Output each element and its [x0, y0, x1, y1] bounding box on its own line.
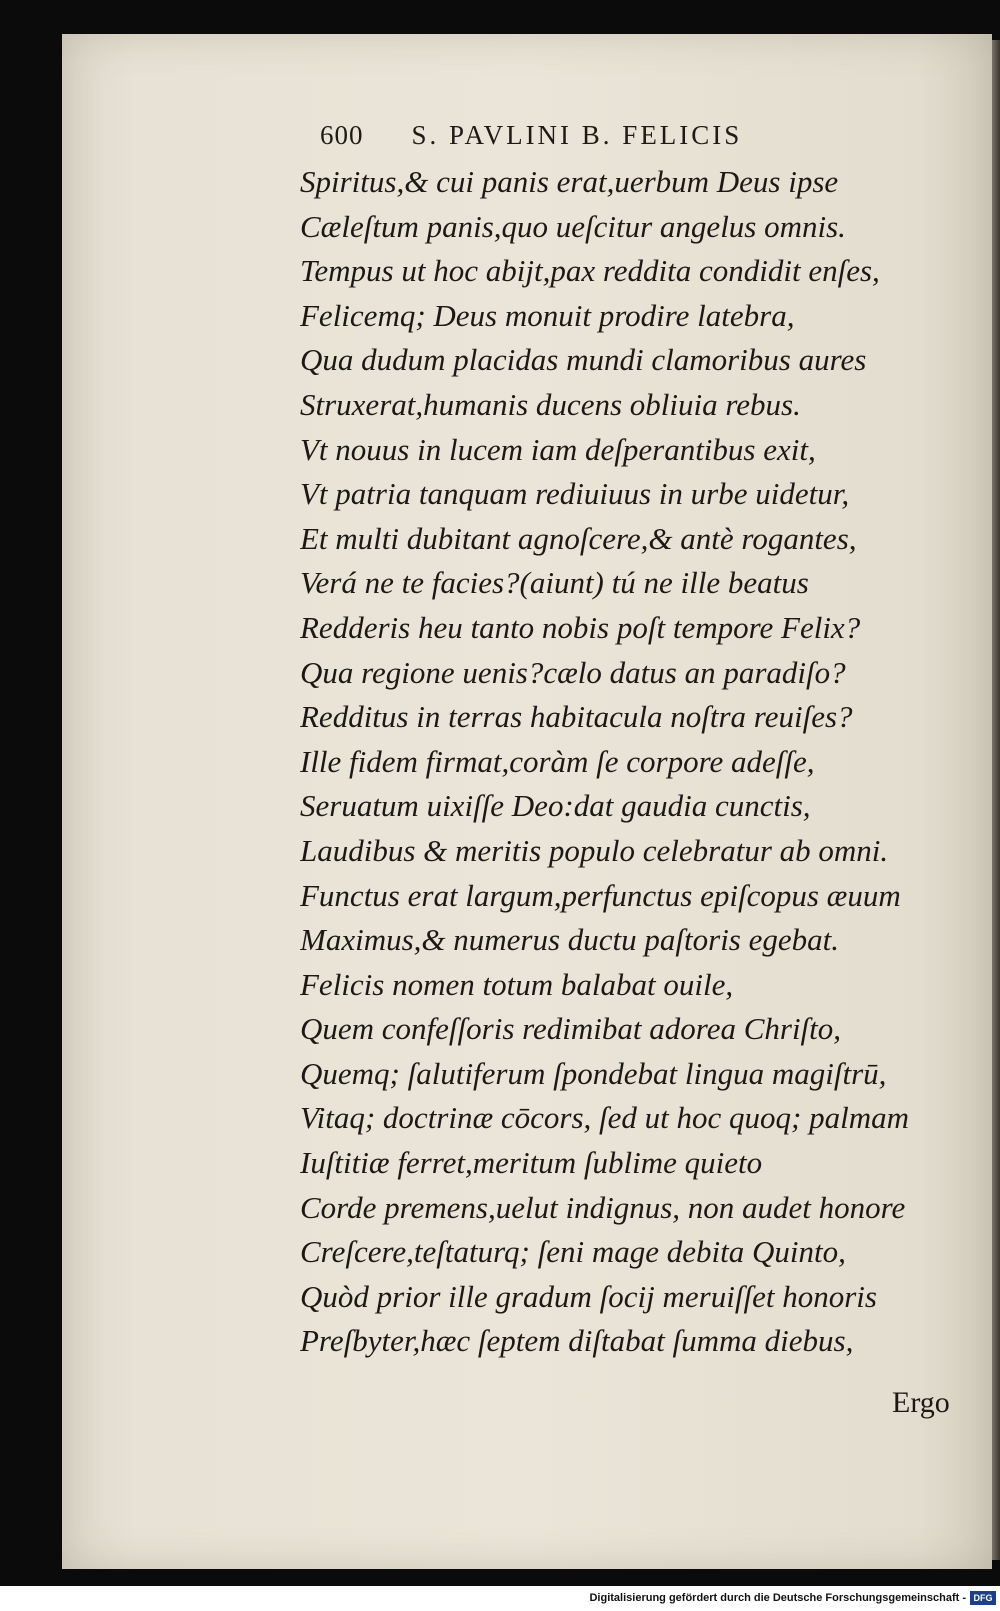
verse-line: Felicemq; Deus monuit prodire latebra,	[300, 297, 795, 333]
verse-line: Ille fidem firmat,coràm ſe corpore adeſſe,	[300, 743, 815, 779]
verse-line: Laudibus & meritis populo celebratur ab omni.	[300, 832, 889, 868]
page-number: 600	[320, 120, 364, 150]
verse-line: Quem confeſſoris redimibat adorea Chriſto,	[300, 1011, 842, 1047]
verse-line: Tempus ut hoc abijt,pax reddita condidit enſes,	[300, 253, 880, 289]
running-header	[320, 120, 920, 160]
verse-line: Creſcere,teſtaturq; ſeni mage debita Quinto,	[300, 1234, 846, 1270]
verse-line: Corde premens,uelut indignus, non audet honore	[300, 1189, 906, 1225]
verse-line: Vt patria tanquam rediuiuus in urbe uidetur,	[300, 476, 850, 512]
verse-line: Felicis nomen totum balabat ouile,	[300, 966, 734, 1002]
verse-line: Vitaq; doctrinæ cōcors, ſed ut hoc quoq; palmam	[300, 1100, 910, 1136]
verse-line: Quòd prior ille gradum ſocij meruiſſet honoris	[300, 1278, 877, 1314]
verse-line: Vt nouus in lucem iam deſperantibus exit,	[300, 431, 816, 467]
verse-line: Et multi dubitant agnoſcere,& antè rogantes,	[300, 520, 857, 556]
verse-line: Spiritus,& cui panis erat,uerbum Deus ipse	[300, 164, 839, 199]
verse-line: Preſbyter,hæc ſeptem diſtabat ſumma diebus,	[300, 1323, 854, 1359]
verse-line: Redditus in terras habitacula noſtra reuiſes?	[300, 699, 853, 735]
dfg-logo[interactable]: DFG	[970, 1591, 996, 1605]
verse-line: Quemq; ſalutiferum ſpondebat lingua magiſtrū,	[300, 1055, 887, 1091]
running-title: S. PAVLINI B. FELICIS	[411, 120, 743, 150]
verse-line: Verá ne te facies?(aiunt) tú ne ille beatus	[300, 565, 809, 601]
verse-line: Functus erat largum,perfunctus epiſcopus æuum	[300, 877, 901, 913]
verse-line: Iuſtitiæ ferret,meritum ſublime quieto	[300, 1145, 763, 1181]
verse-line: Seruatum uixiſſe Deo:dat gaudia cunctis,	[300, 788, 811, 824]
verse-text	[300, 160, 980, 1364]
verse-line: Maximus,& numerus ductu paſtoris egebat.	[300, 922, 840, 958]
digitization-footer	[0, 1586, 1000, 1611]
funding-credit: Digitalisierung gefördert durch die Deutsche Forschungsgemeinschaft -	[589, 1592, 966, 1604]
verse-line: Redderis heu tanto nobis poſt tempore Felix?	[300, 609, 861, 645]
verse-line: Qua regione uenis?cælo datus an paradiſo?	[300, 654, 846, 690]
catchword: Ergo	[892, 1386, 950, 1419]
verse-line: Struxerat,humanis ducens obliuia rebus.	[300, 386, 801, 422]
verse-line: Cæleſtum panis,quo ueſcitur angelus omnis.	[300, 208, 846, 244]
verse-line: Qua dudum placidas mundi clamoribus aures	[300, 342, 867, 378]
